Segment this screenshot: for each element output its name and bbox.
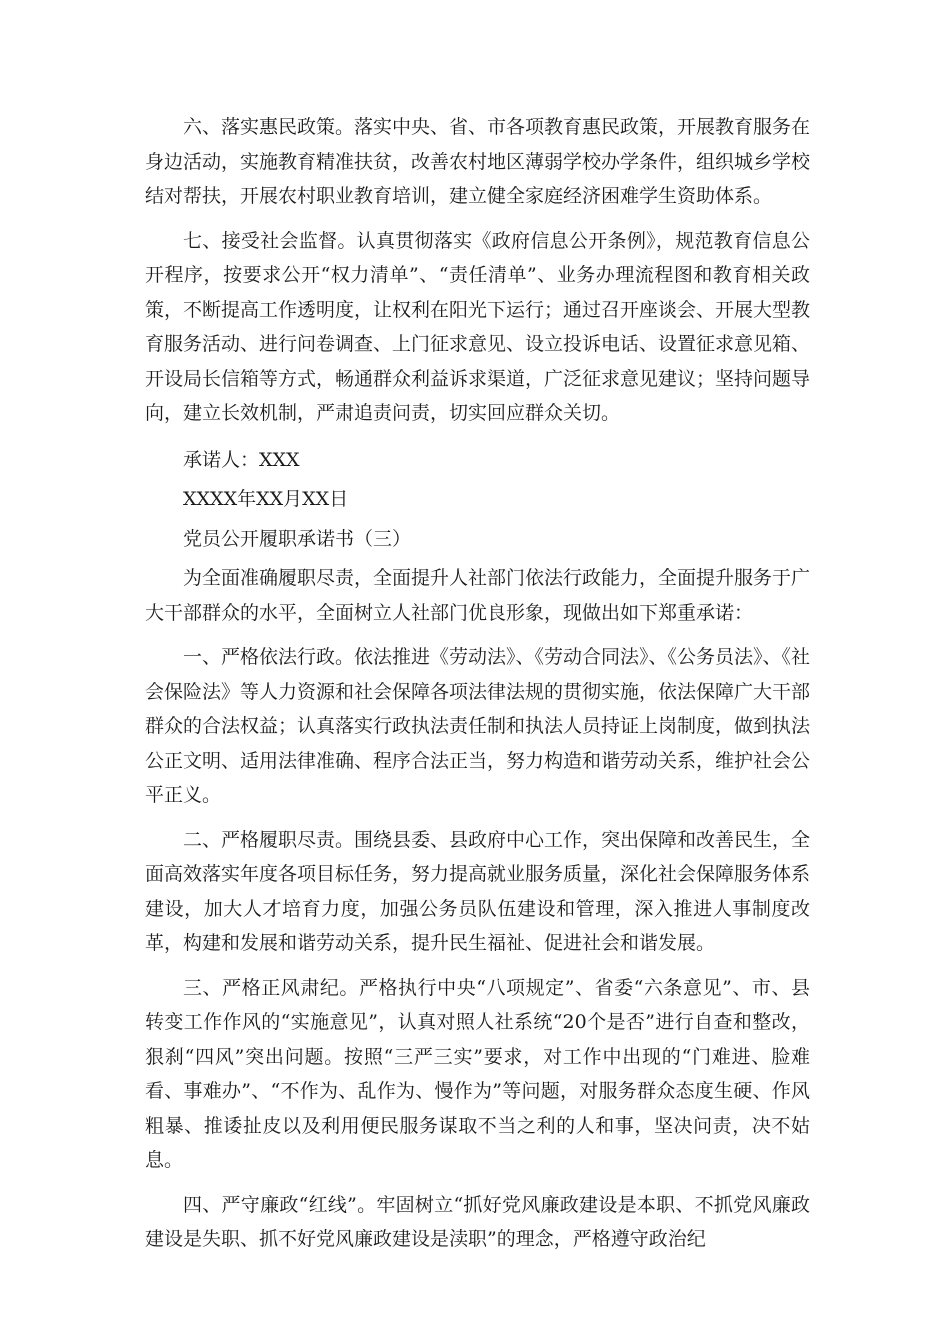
paragraph-two-duty: 二、严格履职尽责。围绕县委、县政府中心工作，突出保障和改善民生，全面高效落实年度各项目标任务，努力提高就业服务质量，深化社会保障服务体系建设，加大人才培育力度，加强公务员队伍建设和管理，深入推进人事制度改革，构建和发展和谐劳动关系，提升民生福祉、促进社会和谐发展。 — [145, 828, 811, 954]
paragraph-four-integrity: 四、严守廉政“红线”。牢固树立“抓好党风廉政建设是本职、不抓党风廉政建设是失职、抓不好党风廉政建设是渎职”的理念，严格遵守政治纪 — [145, 1193, 810, 1250]
paragraph-six-policy: 六、落实惠民政策。落实中央、省、市各项教育惠民政策，开展教育服务在身边活动，实施教育精准扶贫，改善农村地区薄弱学校办学条件，组织城乡学校结对帮扶，开展农村职业教育培训，建立健全家庭经济困难学生资助体系。 — [145, 116, 811, 207]
document-page — [145, 110, 810, 1267]
paragraph-three-discipline: 三、严格正风肃纪。严格执行中央“八项规定”、省委“六条意见”、市、县转变工作作风的“实施意见”，认真对照人社系统“20个是否”进行自查和整改，狠刹“四风”突出问题。按照“三严三实”要求，对工作中出现的“门难进、脸难看、事难办”、“不作为、乱作为、慢作为”等问题，对服务群众态度生硬、作风粗暴、推诿扯皮以及利用便民服务谋取不当之利的人和事，坚决问责，决不姑息。 — [145, 976, 810, 1171]
date-line: XXXX年XX月XX日 — [183, 488, 349, 510]
section-title: 党员公开履职承诺书（三） — [183, 527, 412, 550]
paragraph-one-law: 一、严格依法行政。依法推进《劳动法》、《劳动合同法》、《公务员法》、《社会保险法》等人力资源和社会保障各项法律法规的贯彻实施，依法保障广大干部群众的合法权益；认真落实行政执法责任制和执法人员持证上岗制度，做到执法公正文明、适用法律准确、程序合法正当，努力构造和谐劳动关系，维护社会公平正义。 — [145, 646, 811, 806]
paragraph-intro: 为全面准确履职尽责，全面提升人社部门依法行政能力，全面提升服务于广大干部群众的水平，全面树立人社部门优良形象，现做出如下郑重承诺： — [145, 567, 811, 624]
promiser-line: 承诺人：XXX — [183, 448, 300, 471]
paragraph-seven-supervision: 七、接受社会监督。认真贯彻落实《政府信息公开条例》，规范教育信息公开程序，按要求公开“权力清单”、“责任清单”、业务办理流程图和教育相关政策，不断提高工作透明度，让权利在阳光下运行；通过召开座谈会、开展大型教育服务活动、进行问卷调查、上门征求意见、设立投诉电话、设置征求意见箱、开设局长信箱等方式，畅通群众利益诉求渠道，广泛征求意见建议；坚持问题导向，建立长效机制，严肃追责问责，切实回应群众关切。 — [145, 229, 811, 424]
